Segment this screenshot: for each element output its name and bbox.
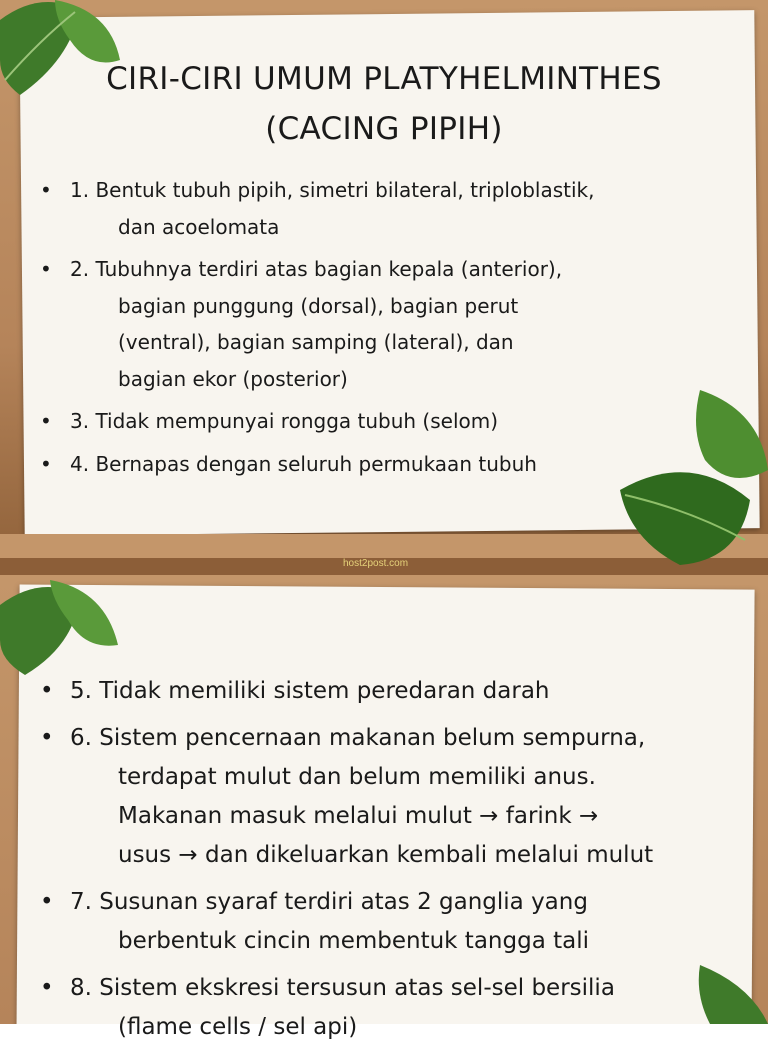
item-text: 7. Susunan syaraf terdiri atas 2 ganglia yang: [70, 889, 588, 915]
item-text-cont: bagian ekor (posterior): [118, 366, 348, 391]
item-text-cont: terdapat mulut dan belum memiliki anus.: [118, 764, 596, 790]
leaf-icon: [0, 575, 130, 685]
item-text: 3. Tidak mempunyai rongga tubuh (selom): [70, 409, 499, 433]
item-text-cont: (ventral), bagian samping (lateral), dan: [118, 330, 514, 354]
leaf-icon: [610, 390, 768, 575]
list-item: [40, 251, 730, 397]
item-text: 6. Sistem pencernaan makanan belum sempurna,: [70, 725, 646, 751]
watermark: host2post.com: [343, 558, 409, 569]
list-item: [40, 672, 730, 711]
item-text-cont: Makanan masuk melalui mulut → farink →: [118, 803, 599, 829]
item-text-cont: (flame cells / sel api): [118, 1014, 358, 1040]
title-line-2: (CACING PIPIH): [265, 111, 503, 147]
item-text-cont: bagian punggung (dorsal), bagian perut: [118, 293, 519, 318]
list-item: [40, 883, 730, 961]
list-item: [40, 172, 730, 245]
item-text: 5. Tidak memiliki sistem peredaran darah: [70, 678, 550, 704]
list-item: [40, 719, 730, 875]
item-text: 4. Bernapas dengan seluruh permukaan tubuh: [70, 451, 537, 476]
item-text: 2. Tubuhnya terdiri atas bagian kepala (anterior),: [70, 257, 563, 281]
item-text-cont: usus → dan dikeluarkan kembali melalui mulut: [118, 842, 654, 868]
list-item: [40, 969, 730, 1047]
item-text: 1. Bentuk tubuh pipih, simetri bilateral, triploblastik,: [70, 178, 595, 202]
title-line-1: CIRI-CIRI UMUM PLATYHELMINTHES: [106, 61, 662, 97]
item-text: 8. Sistem ekskresi tersusun atas sel-sel bersilia: [70, 975, 615, 1001]
item-text-cont: dan acoelomata: [118, 214, 280, 239]
slide-title: [0, 54, 768, 154]
bullet-list: [40, 672, 730, 1055]
item-text-cont: berbentuk cincin membentuk tangga tali: [118, 928, 589, 954]
